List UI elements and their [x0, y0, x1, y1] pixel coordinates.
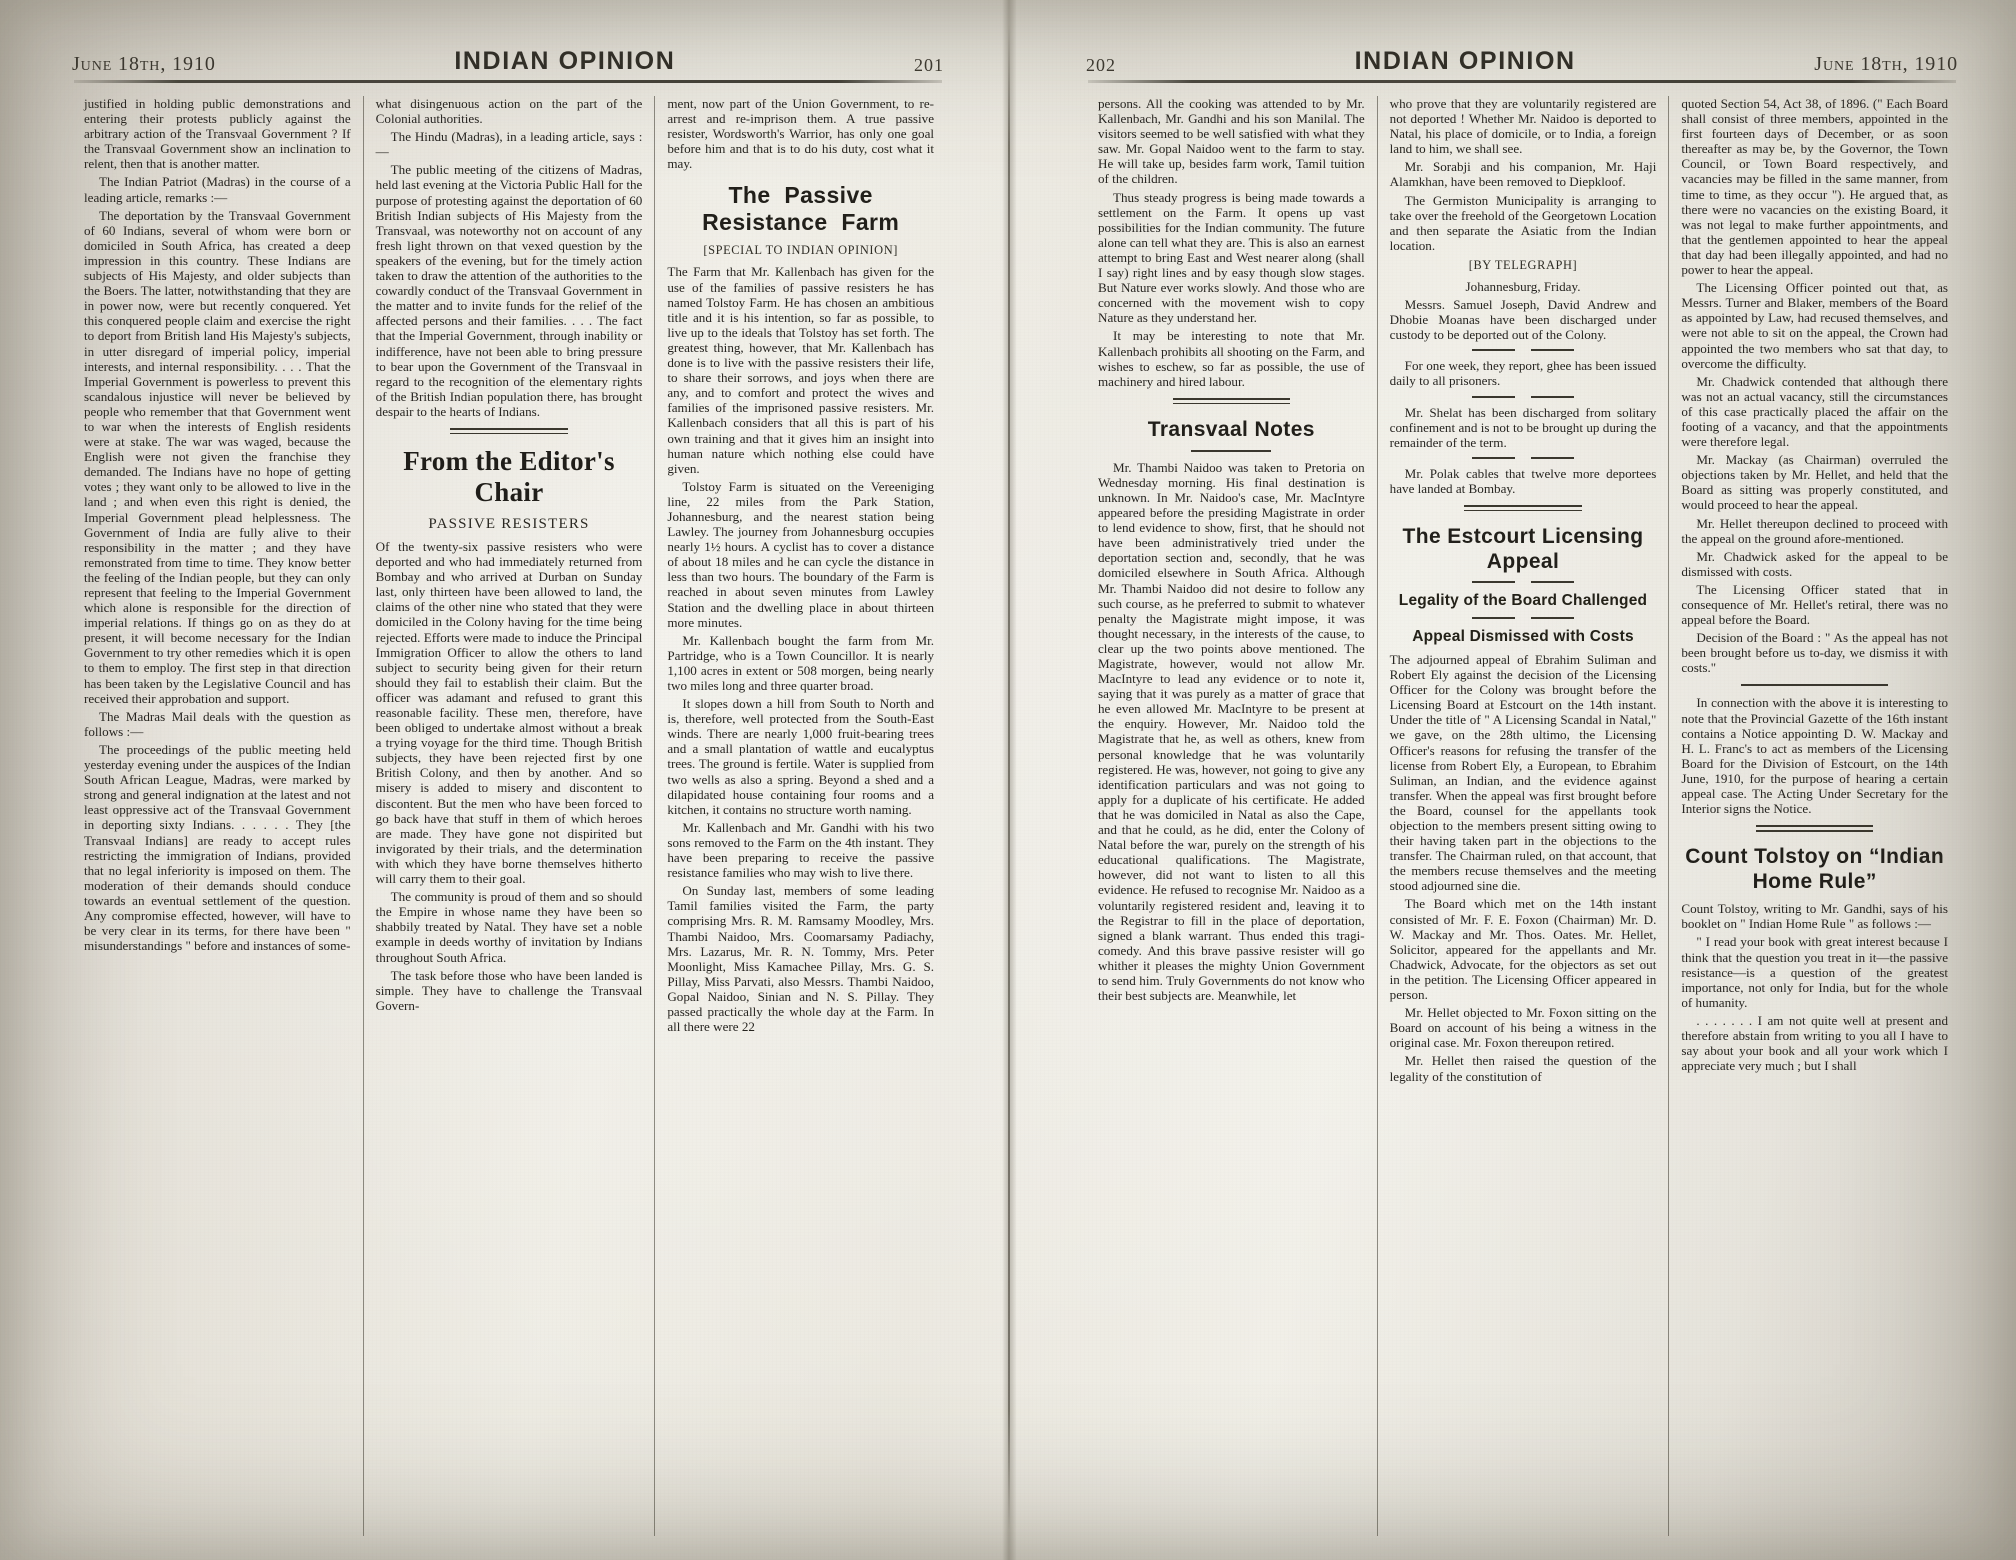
estcourt-subhead-dismissed: Appeal Dismissed with Costs: [1412, 627, 1634, 645]
paragraph: The Hindu (Madras), in a leading article, says :—: [375, 129, 643, 160]
page-left: [0, 0, 1002, 1560]
columns-left: [72, 96, 946, 1536]
paragraph: The community is proud of them and so should the Empire in whose name they have been so shabbily treated by Natal. They have set a noble example in deeds worthy of invitation by Indians throughout South Africa.: [375, 889, 643, 965]
paragraph: Mr. Polak cables that twelve more deportees have landed at Bombay.: [1389, 465, 1657, 496]
article-byline: [SPECIAL TO INDIAN OPINION]: [703, 243, 898, 258]
estcourt-subhead-legality: Legality of the Board Challenged: [1398, 591, 1648, 609]
paragraph: It may be interesting to note that Mr. Kallenbach prohibits all shooting on the Farm, and wishes to eschew, so far as possible, the use of machinery and hired labour.: [1098, 328, 1365, 389]
paragraph: The deportation by the Transvaal Government of 60 Indians, several of whom were born or domiciled in South Africa, has created a deep impression in this country. These Indians are subjects of His Majesty, and older subjects than the Boers. The latter, notwithstanding that they are in power now, were but recently conquered. Yet this conquered people claim and exercise the right to deport from British land His Majesty's subjects, in utter disregard of imperial policy, imperial interests, and internal responsibility. . . . That the Imperial Government is powerless to prevent this scandalous injustice will never be believed by people who remember that that Government went to war when the interests of English residents were at stake. The war was waged, because the English were not given the franchise they demanded. The Indians have no hope of getting votes ; they want only to be allowed to live in the land ; and when even this right is denied, the Imperial Government plead helplessness. The Government of India are fully alive to their responsibility in the matter ; and they have remonstrated from time to time. They know better the feeling of the Indian people, but they can only represent that feeling to the Imperial Government which alone is responsible for the direction of imperial relations. If things go on as they do at present, it will become necessary for the Indian Government to try other remedies which it is open to them to employ. The first step in that direction has been taken by the Legislative Council and has received their approbation and support.: [84, 207, 351, 706]
short-rule: [1472, 457, 1573, 459]
gutter-fold-line: [1008, 24, 1010, 1530]
paragraph: Of the twenty-six passive resisters who were deported and who had immediately returned from Bombay and who arrived at Durban on Sunday last, only thirteen have been allowed to land, the claims of the other nine who stated that they were domiciled in the Colony having for the time being rejected. Efforts were made to induce the Principal Immigration Officer to allow the others to land subject to security being given for their return should they fail to establish their claim. But the officer was adamant and refused to grant this reasonable facility. These men, therefore, have been obliged to undertake almost without a break a trying voyage for the third time. Though British subjects, they have been rejected first by one British Colony, and then by another. And so misery is added to misery and discontent to discontent. But the men who have been forced to go back have that stuff in them of which heroes are made. They have gone not dispirited but invigorated by their trials, and the determination with which they have borne themselves hitherto will carry them to their goal.: [375, 538, 643, 887]
paragraph: Messrs. Samuel Joseph, David Andrew and Dhobie Moanas have been discharged under custody to be deported out of the Colony.: [1389, 297, 1657, 343]
telegraph-dateline: Johannesburg, Friday.: [1465, 278, 1581, 294]
paragraph: Thus steady progress is being made towards a settlement on the Farm. It opens up vast possibilities for the Indian community. The future alone can tell what they are. This is also an earnest attempt to bring East and West nearer along (shall I say) right lines and by easy though slow stages. But Nature ever works slowly. And those who are concerned with the movement wish to copy Nature as they understand her.: [1098, 189, 1365, 326]
paragraph: Mr. Mackay (as Chairman) overruled the objections taken by Mr. Hellet, and held that the Board as sitting was properly constituted, and would proceed to hear the appeal.: [1681, 452, 1949, 513]
paragraph: Mr. Hellet objected to Mr. Foxon sitting on the Board on account of his being a witness in the original case. Mr. Foxon thereupon retired.: [1389, 1005, 1657, 1051]
header-rule-left: [74, 80, 942, 83]
paragraph: Mr. Kallenbach and Mr. Gandhi with his two sons removed to the Farm on the 4th instant. They have been preparing to receive the passive resistance families who may wish to live there.: [667, 819, 935, 881]
short-rule: [1741, 684, 1888, 686]
column-left-1: [72, 96, 363, 1536]
paragraph: The Licensing Officer stated that in consequence of Mr. Hellet's retiral, there was no appeal before the Board.: [1681, 581, 1949, 628]
editors-chair-subhead: PASSIVE RESISTERS: [428, 515, 590, 532]
paragraph: who prove that they are voluntarily registered are not deported ! Whether Mr. Naidoo is deported to Natal, his place of domicile, or to India, a foreign land to him, we shall see.: [1389, 96, 1657, 157]
transvaal-notes-heading: Transvaal Notes: [1147, 417, 1315, 441]
paragraph: Mr. Chadwick contended that although there was not an actual vacancy, still the circumstances of this case practically placed the affair on the footing of a vacancy, and that the appointments were therefore legal.: [1681, 373, 1949, 450]
paragraph: justified in holding public demonstrations and entering their protests publicly against the arbitrary action of the Transvaal Government ? If the Transvaal Government show an inclination to relent, then that is another matter.: [84, 96, 351, 172]
telegraph-tag: [BY TELEGRAPH]: [1468, 257, 1578, 272]
running-head-left: [72, 34, 944, 76]
ornament-divider: [1173, 398, 1290, 406]
paragraph: The adjourned appeal of Ebrahim Suliman and Robert Ely against the decision of the Licensing Officer for the Colony was brought before the Licensing Board at Estcourt on the 14th instant. Under the title of " A Licensing Scandal in Natal," we gave, on the 28th ultimo, the Licensing Officer's reasons for refusing the transfer of the license from Robert Ely, a European, to Ebrahim Suliman, an Indian, and the evidence against transfer. When the appeal was first brought before the Board, counsel for the appellants took objection to the members present sitting owing to their having taken part in the objections to the transfer. The Chairman ruled, on that account, that the members recuse themselves and the meeting stood adjourned sine die.: [1389, 651, 1657, 894]
paragraph: Decision of the Board : " As the appeal has not been brought before us to-day, we dismiss it with costs.": [1681, 630, 1949, 676]
column-right-1: [1086, 96, 1377, 1536]
folio-left: 201: [914, 55, 944, 75]
short-rule: [1191, 450, 1271, 452]
publication-title-left: INDIAN OPINION: [454, 47, 676, 75]
paragraph: The task before those who have been landed is simple. They have to challenge the Transvaal Govern-: [375, 967, 643, 1013]
paragraph: " I read your book with great interest because I think that the question you treat in it—the passive resistance—is a question of the greatest importance, not only for India, but for the whole of humanity.: [1681, 934, 1949, 1010]
short-rule: [1472, 349, 1573, 351]
editors-chair-heading: From the Editor's Chair: [403, 445, 615, 507]
page-right: [1014, 0, 2016, 1560]
paragraph: The Board which met on the 14th instant consisted of Mr. F. E. Foxon (Chairman) Mr. D. W. Mackay and Mr. Thos. Oates. Mr. Hellet, Solicitor, appeared for the appellants and Mr. Chadwick, Advocate, for the objectors as set out in the petition. The Licensing Officer appeared in person.: [1389, 896, 1657, 1003]
count-tolstoy-heading: Count Tolstoy on “Indian Home Rule”: [1685, 845, 1945, 894]
paragraph: Count Tolstoy, writing to Mr. Gandhi, says of his booklet on " Indian Home Rule " as follows :—: [1681, 901, 1949, 932]
publication-title-right: INDIAN OPINION: [1354, 47, 1576, 75]
paragraph: The Licensing Officer pointed out that, as Messrs. Turner and Blaker, members of the Board as appointed by Law, had recused themselves, and were not able to sit on the appeal, the Crown had appointed the two members who sat that day, to overcome the difficulty.: [1681, 280, 1949, 371]
paragraph: . . . . . . . I am not quite well at present and therefore abstain from writing to you all I have to say about your book and all your work which I appreciate very much ; but I shall: [1681, 1012, 1949, 1074]
paragraph: On Sunday last, members of some leading Tamil families visited the Farm, the party comprising Mrs. R. M. Ramsamy Moodley, Mrs. Thambi Naidoo, Mrs. Coomarsamy Padiachy, Mrs. Lazarus, Mr. R. N. Tommy, Mrs. Peter Moonlight, Miss Kamachee Pillay, Mrs. G. S. Pillay, Miss Parvati, also Messrs. Thambi Naidoo, Gopal Naidoo, Sinian and N. S. Pillay. They passed practically the whole day at the Farm. In all there were 22: [667, 883, 935, 1035]
paragraph: The Germiston Municipality is arranging to take over the freehold of the Georgetown Location and then separate the Asiatic from the Indian location.: [1389, 192, 1657, 253]
folio-right: 202: [1086, 55, 1116, 75]
paragraph: It slopes down a hill from South to North and is, therefore, well protected from the South-East winds. There are nearly 1,000 fruit-bearing trees and a small plantation of wattle and eucalyptus trees. The ground is fertile. Water is supplied from two wells as also a spring. Beyond a shed and a dilapidated house containing four rooms and a kitchen, it contains no structure worth naming.: [667, 696, 935, 817]
running-head-right: [1086, 34, 1958, 76]
header-rule-right: [1088, 80, 1956, 83]
issue-date-left: June 18th, 1910: [72, 53, 216, 75]
short-rule: [1472, 617, 1573, 619]
paragraph: Mr. Hellet thereupon declined to proceed with the appeal on the ground afore-mentioned.: [1681, 515, 1949, 546]
paragraph: Mr. Chadwick asked for the appeal to be dismissed with costs.: [1681, 548, 1949, 579]
paragraph: quoted Section 54, Act 38, of 1896. (" Each Board shall consist of three members, appointed in the first fourteen days of December, or as soon thereafter as may be, by the Governor, the Town Council, or Town Board respectively, and vacancies may be filled in the same manner, from time to time, as they occur "). He argued that, as there were no vacancies on the existing Board, it was not legal to make further appointments, and that the gentlemen appointed to hear the appeal that day had been illegally appointed, and had no power to hear the appeal.: [1681, 96, 1949, 278]
paragraph: The public meeting of the citizens of Madras, held last evening at the Victoria Public Hall for the purpose of protesting against the deportation of 60 British Indian subjects of His Majesty from the Transvaal, was noteworthy not on account of any fresh light thrown on that vexed question by the speakers of the evening, but for the timely action taken to draw the attention of the authorities to the cowardly conduct of the Transvaal Government in the matter and to invite funds for the relief of the affected persons and their families. . . . The fact that the Imperial Government, through inability or indifference, have not been able to bring pressure to bear upon the Government of the Transvaal in regard to the recognition of the elementary rights of the British Indian population there, has brought despair to the hearts of Indians.: [375, 162, 643, 419]
paragraph: Mr. Sorabji and his companion, Mr. Haji Alamkhan, have been removed to Diepkloof.: [1389, 159, 1657, 190]
paragraph: In connection with the above it is interesting to note that the Provincial Gazette of the 16th instant contains a Notice appointing D. W. Mackay and H. L. Franc's to act as members of the Licensing Board for the Division of Estcourt, on the 14th June, 1910, for the purpose of hearing a certain appeal case. The Acting Under Secretary for the Interior signs the Notice.: [1681, 695, 1949, 817]
column-left-2: [363, 96, 655, 1536]
paragraph: ment, now part of the Union Government, to re-arrest and re-imprison them. A true passive resister, Wordsworth's Warrior, has only one goal before him and that is to do his duty, cost what it may.: [667, 96, 935, 172]
paragraph: Mr. Kallenbach bought the farm from Mr. Partridge, who is a Town Councillor. It is nearly 1,100 acres in extent or 508 morgen, being nearly two miles long and three quarter broad.: [667, 632, 935, 693]
column-right-3: [1668, 96, 1960, 1536]
column-left-3: [654, 96, 946, 1536]
paragraph: Tolstoy Farm is situated on the Vereeniging line, 22 miles from the Park Station, Johannesburg, and the nearest station being Lawley. The journey from Johannesburg occupies nearly 1½ hours. A cyclist has to cover a distance of about 18 miles and he can cycle the distance in less than two hours. The boundary of the Farm is reached in about seven minutes from Lawley Station and the dwelling place in about thirteen more minutes.: [667, 478, 935, 630]
ornament-divider: [450, 428, 567, 436]
paragraph: The Farm that Mr. Kallenbach has given for the use of the families of passive resisters he has named Tolstoy Farm. He has chosen an ambitious title and it is his intention, so far as possible, to live up to the ideals that Tolstoy has set forth. The greatest thing, however, that Mr. Kallenbach has done is to live with the passive resisters their life, to share their sorrows, and joys when there are any, and to comfort and protect the wives and families of the imprisoned passive resisters. Mr. Kallenbach considers that all this is part of his own training and that it gives him an insight into human nature which nothing else could have given.: [667, 264, 935, 476]
ornament-divider: [1464, 505, 1581, 513]
ornament-divider: [1756, 825, 1873, 833]
paragraph: For one week, they report, ghee has been issued daily to all prisoners.: [1389, 358, 1657, 389]
paragraph: The proceedings of the public meeting held yesterday evening under the auspices of the Indian South African League, Madras, were marked by strong and general indignation at the latest and not least oppressive act of the Transvaal Government in deporting sixty Indians. . . . . . They [the Transvaal Indians] are ready to accept rules restricting the immigration of Indians, provided that no legal inferiority is imposed on them. The moderation of their demands should conduce towards an eventual settlement of the question. Any compromise effected, however, will have to be very clear in its terms, for there have been " misunderstandings " before and instances of some-: [84, 741, 351, 954]
paragraph: what disingenuous action on the part of the Colonial authorities.: [375, 96, 643, 127]
short-rule: [1472, 396, 1573, 398]
estcourt-appeal-heading: The Estcourt Licensing Appeal: [1402, 524, 1644, 573]
short-rule: [1472, 581, 1573, 583]
paragraph: Mr. Hellet then raised the question of the legality of the constitution of: [1389, 1053, 1657, 1084]
paragraph: The Indian Patriot (Madras) in the course of a leading article, remarks :—: [84, 174, 351, 205]
passive-resistance-farm-heading: The Passive Resistance Farm: [702, 182, 900, 236]
paragraph: Mr. Thambi Naidoo was taken to Pretoria on Wednesday morning. His final destination is unknown. In Mr. Naidoo's case, Mr. MacIntyre appeared before the presiding Magistrate in order to lend evidence to show, first, that he should not have been administratively tried under the deportation section and, secondly, that he was domiciled elsewhere in South Africa. Although Mr. Thambi Naidoo did not desire to follow any such course, as he preferred to submit to whatever penalty the Magistrate might impose, it was thought necessary, in the interests of the cause, to clear up the two points above mentioned. The Magistrate, however, would not allow Mr. MacIntyre to lead any evidence or to note it, saying that it was purely as a matter of grace that he even allowed Mr. MacIntyre to be present at the enquiry. However, Mr. Naidoo told the Magistrate that he, as well as others, knew from personal knowledge that he was voluntarily registered. He was, however, not going to give any identification particulars and was not going to apply for a duplicate of his certificate. He added that he was domiciled in Natal as also the Cape, and that he could, as he did, enter the Colony of Natal before the war, purely on the strength of his educational qualifications. The Magistrate, however, did not want to listen to all this evidence. He refused to recognise Mr. Naidoo as a voluntarily registered resident and, leaving it to the Registrar to fill in the place of deportation, signed a blank warrant. Thus ended this tragi-comedy. And this brave passive resister will go whither it pleases the mighty Union Government to send him. Truly Governments do not know who their best subjects are. Meanwhile, let: [1098, 459, 1365, 1004]
paragraph: Mr. Shelat has been discharged from solitary confinement and is not to be brought up during the remainder of the term.: [1389, 404, 1657, 450]
issue-date-right: June 18th, 1910: [1814, 53, 1958, 75]
paragraph: persons. All the cooking was attended to by Mr. Kallenbach, Mr. Gandhi and his son Manilal. The visitors seemed to be well satisfied with what they saw. Mr. Gopal Naidoo went to the farm to stay. He will take up, besides farm work, Tamil tuition of the children.: [1098, 96, 1365, 187]
paragraph: The Madras Mail deals with the question as follows :—: [84, 708, 351, 739]
columns-right: [1086, 96, 1960, 1536]
column-right-2: [1377, 96, 1669, 1536]
